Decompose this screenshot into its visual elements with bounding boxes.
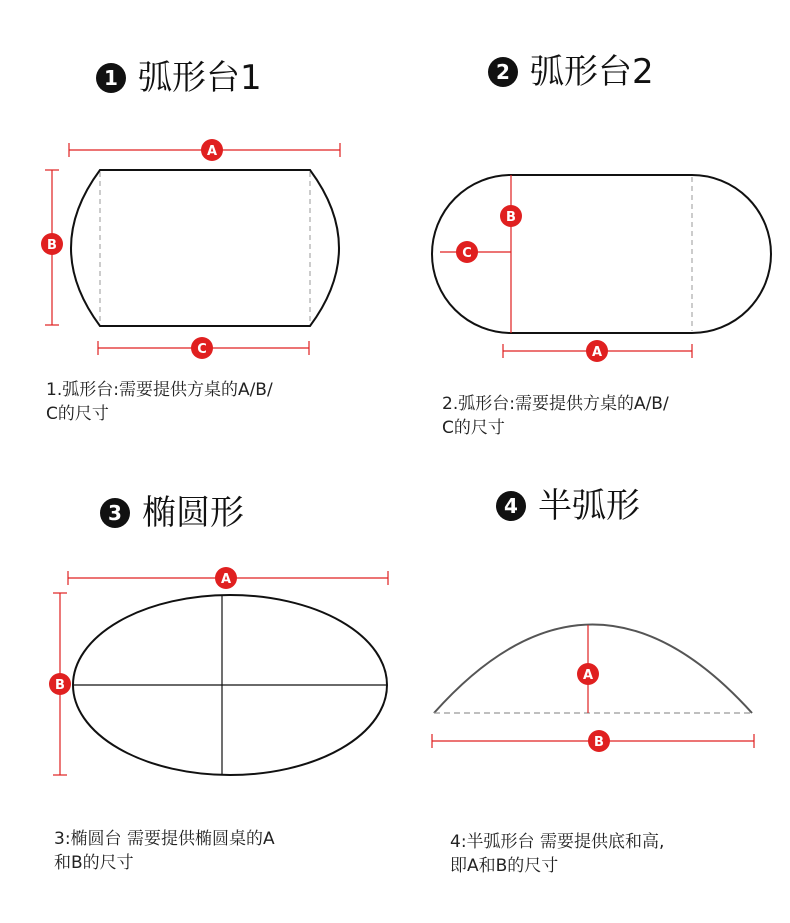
section-4-number: 4 xyxy=(496,491,526,521)
diagram-3-marker-a: A xyxy=(220,572,232,587)
section-2-number: 2 xyxy=(488,57,518,87)
section-3-caption-line-2: 和B的尺寸 xyxy=(54,853,134,873)
section-4-caption-line-1: 4:半弧形台 需要提供底和高, xyxy=(450,832,665,852)
diagram-2-marker-a: A xyxy=(591,345,603,360)
section-2-title-text: 弧形台2 xyxy=(530,52,654,92)
section-3-caption-line-1: 3:椭圆台 需要提供椭圆桌的A xyxy=(54,829,275,849)
diagram-1-marker-a: A xyxy=(206,144,218,159)
section-4-caption-line-2: 即A和B的尺寸 xyxy=(450,856,559,876)
section-2-caption-line-1: 2.弧形台:需要提供方桌的A/B/ xyxy=(442,394,669,414)
section-3-caption xyxy=(54,827,275,875)
section-1-title-text: 弧形台1 xyxy=(138,58,262,98)
section-2-caption-line-2: C的尺寸 xyxy=(442,418,505,438)
section-4-title-text: 半弧形 xyxy=(538,486,640,526)
section-1-caption xyxy=(46,378,273,426)
section-2-caption xyxy=(442,392,669,440)
diagram-4 xyxy=(432,625,754,753)
section-1-caption-line-2: C的尺寸 xyxy=(46,404,109,424)
diagram-1-marker-b: B xyxy=(47,238,57,253)
diagram-3-marker-b: B xyxy=(55,678,65,693)
diagram-1-marker-c: C xyxy=(197,342,207,357)
diagram-3 xyxy=(49,567,388,775)
section-1-caption-line-1: 1.弧形台:需要提供方桌的A/B/ xyxy=(46,380,273,400)
diagram-2 xyxy=(432,175,771,362)
section-4-caption xyxy=(450,830,664,878)
diagram-1-shape xyxy=(71,170,339,326)
diagram-2-marker-c: C xyxy=(462,246,472,261)
diagram-2-marker-b: B xyxy=(506,210,516,225)
diagram-4-marker-a: A xyxy=(582,668,594,683)
section-1-number: 1 xyxy=(96,63,126,93)
diagram-1 xyxy=(41,139,340,359)
section-3-title-text: 椭圆形 xyxy=(142,493,244,533)
diagram-4-marker-b: B xyxy=(594,735,604,750)
diagram-2-shape xyxy=(432,175,771,333)
section-3-number: 3 xyxy=(100,498,130,528)
